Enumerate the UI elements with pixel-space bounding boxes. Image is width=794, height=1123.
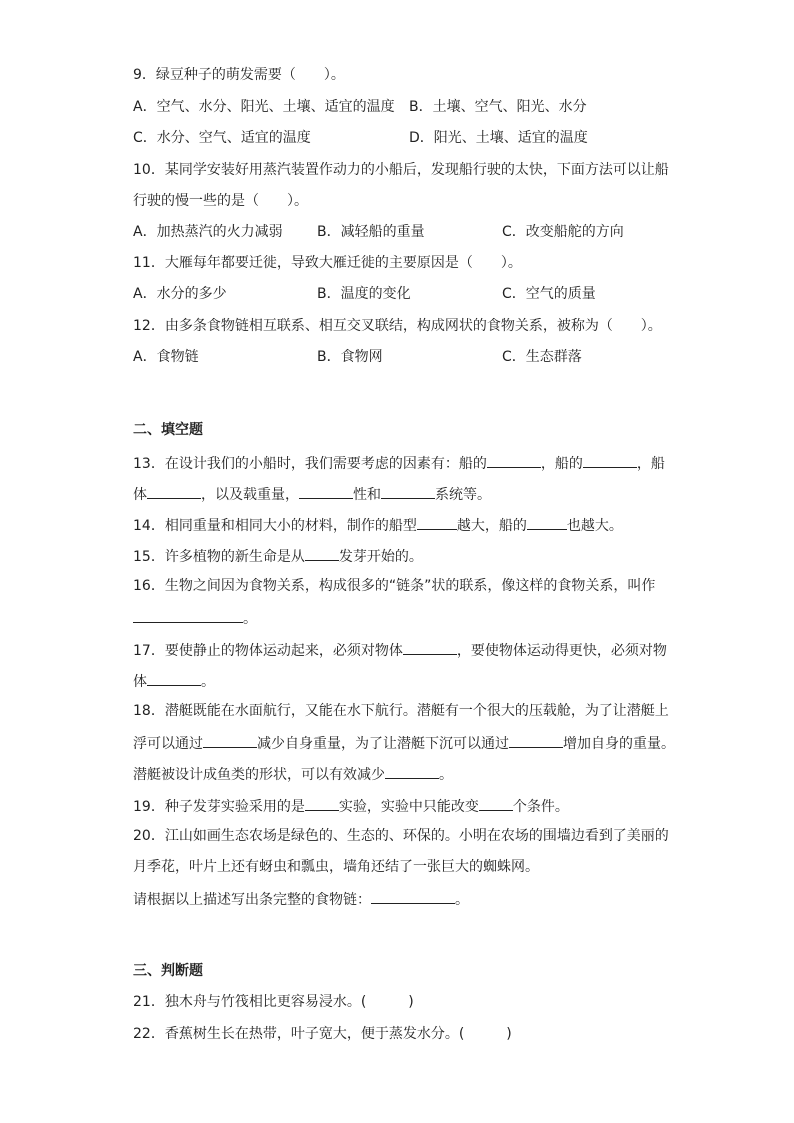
answer-blank[interactable] bbox=[299, 484, 353, 499]
answer-blank[interactable] bbox=[147, 671, 201, 686]
question-16-line1: 16．生物之间因为食物关系，构成很多的“链条”状的联系，像这样的食物关系，叫作 bbox=[133, 578, 656, 594]
question-13-line2: 体 ，以及载重量， 性和 系统等。 bbox=[133, 484, 491, 504]
question-9-option-c: C．水分、空气、适宜的温度 bbox=[133, 130, 311, 146]
question-17-line2: 体 。 bbox=[133, 671, 215, 691]
answer-blank[interactable] bbox=[381, 484, 435, 499]
question-10-stem-line1: 10．某同学安装好用蒸汽装置作动力的小船后，发现船行驶的太快，下面方法可以让船 bbox=[133, 162, 669, 178]
question-11-option-a: A．水分的多少 bbox=[133, 286, 227, 302]
question-18-line1: 18．潜艇既能在水面航行，又能在水下航行。潜艇有一个很大的压载舱，为了让潜艇上 bbox=[133, 703, 669, 719]
answer-blank[interactable] bbox=[487, 453, 541, 468]
answer-blank[interactable] bbox=[509, 733, 563, 748]
question-10-option-c: C．改变船舵的方向 bbox=[502, 224, 624, 240]
question-17-line1: 17．要使静止的物体运动起来，必须对物体 ，要使物体运动得更快，必须对物 bbox=[133, 640, 667, 660]
section-heading-judge: 三、判断题 bbox=[133, 963, 203, 979]
question-10-option-a: A．加热蒸汽的火力减弱 bbox=[133, 224, 283, 240]
answer-blank[interactable] bbox=[203, 733, 257, 748]
question-22: 22．香蕉树生长在热带，叶子宽大，便于蒸发水分。( ) bbox=[133, 1026, 512, 1042]
question-9-stem: 9．绿豆种子的萌发需要（ ）。 bbox=[133, 67, 345, 83]
answer-blank[interactable] bbox=[385, 764, 439, 779]
answer-blank[interactable] bbox=[403, 640, 457, 655]
answer-blank[interactable] bbox=[147, 484, 201, 499]
question-10-option-b: B．减轻船的重量 bbox=[317, 224, 425, 240]
question-14: 14．相同重量和相同大小的材料，制作的船型 越大，船的 也越大。 bbox=[133, 515, 623, 535]
question-12-option-a: A．食物链 bbox=[133, 349, 199, 365]
question-11-option-c: C．空气的质量 bbox=[502, 286, 596, 302]
question-18-line2: 浮可以通过 减少自身重量，为了让潜艇下沉可以通过 增加自身的重量。 bbox=[133, 733, 675, 753]
question-10-stem-line2: 行驶的慢一些的是（ ）。 bbox=[133, 193, 308, 209]
answer-blank[interactable] bbox=[371, 889, 455, 904]
section-heading-fill: 二、填空题 bbox=[133, 422, 203, 438]
answer-blank[interactable] bbox=[305, 546, 339, 561]
question-15: 15．许多植物的新生命是从 发芽开始的。 bbox=[133, 546, 423, 566]
answer-blank[interactable] bbox=[305, 796, 339, 811]
question-20-line2: 月季花，叶片上还有蚜虫和瓢虫，墙角还结了一张巨大的蜘蛛网。 bbox=[133, 859, 539, 875]
question-9-option-b: B．土壤、空气、阳光、水分 bbox=[409, 99, 587, 115]
question-9-option-d: D．阳光、土壤、适宜的温度 bbox=[409, 130, 588, 146]
question-11-stem: 11．大雁每年都要迁徙，导致大雁迁徙的主要原因是（ ）。 bbox=[133, 255, 522, 271]
question-16-line2: 。 bbox=[133, 608, 257, 628]
answer-blank[interactable] bbox=[527, 515, 567, 530]
question-13-line1: 13．在设计我们的小船时，我们需要考虑的因素有：船的 ，船的 ，船 bbox=[133, 453, 665, 473]
question-12-option-c: C．生态群落 bbox=[502, 349, 582, 365]
answer-blank[interactable] bbox=[583, 453, 637, 468]
question-19: 19．种子发芽实验采用的是 实验，实验中只能改变 个条件。 bbox=[133, 796, 569, 816]
answer-blank[interactable] bbox=[479, 796, 513, 811]
question-20-line3: 请根据以上描述写出条完整的食物链： 。 bbox=[133, 889, 469, 909]
question-9-option-a: A．空气、水分、阳光、土壤、适宜的温度 bbox=[133, 99, 395, 115]
answer-blank[interactable] bbox=[417, 515, 457, 530]
question-12-stem: 12．由多条食物链相互联系、相互交叉联结，构成网状的食物关系，被称为（ ）。 bbox=[133, 318, 662, 334]
question-21: 21．独木舟与竹筏相比更容易浸水。( ) bbox=[133, 994, 414, 1010]
question-18-line3: 潜艇被设计成鱼类的形状，可以有效减少 。 bbox=[133, 764, 453, 784]
question-12-option-b: B．食物网 bbox=[317, 349, 383, 365]
answer-blank[interactable] bbox=[133, 608, 243, 623]
question-20-line1: 20．江山如画生态农场是绿色的、生态的、环保的。小明在农场的围墙边看到了美丽的 bbox=[133, 828, 669, 844]
question-11-option-b: B．温度的变化 bbox=[317, 286, 411, 302]
